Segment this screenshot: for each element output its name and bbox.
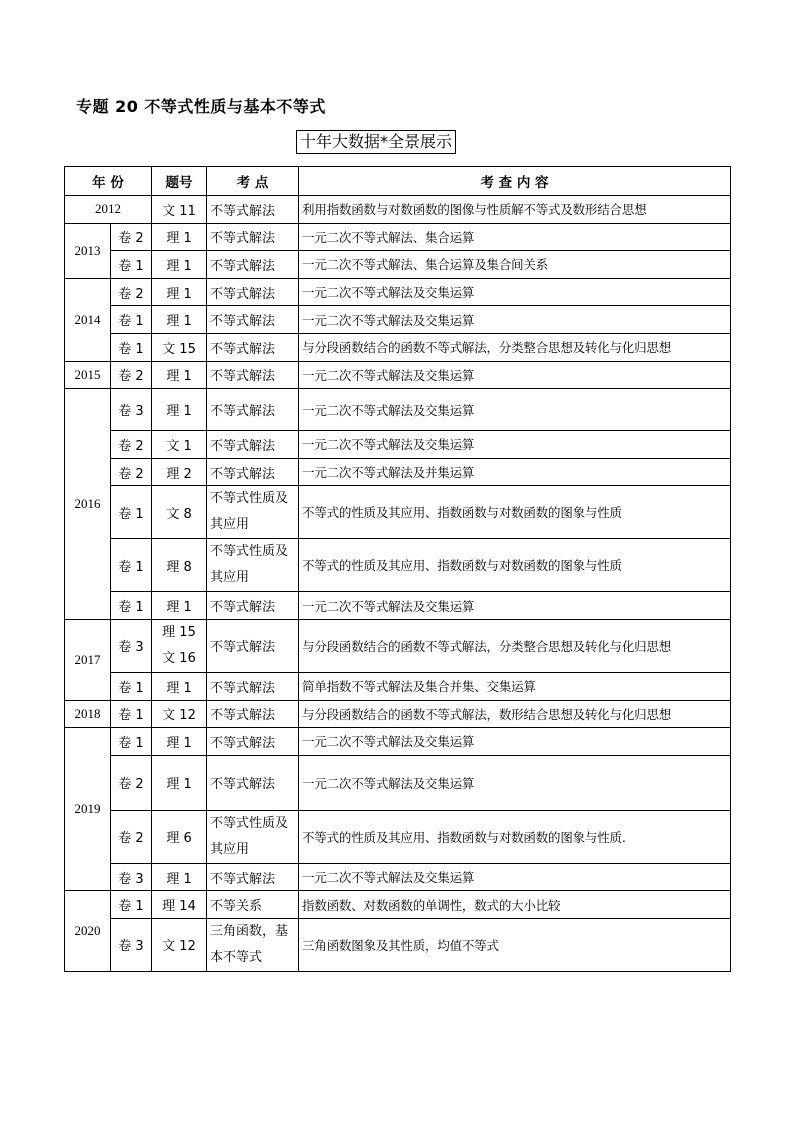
topic-cell: 不等式解法 bbox=[207, 700, 299, 728]
question-number-cell: 理 1 bbox=[152, 389, 207, 431]
header-question-number: 题号 bbox=[152, 167, 207, 196]
paper-cell: 卷 1 bbox=[111, 333, 152, 361]
table-row bbox=[65, 389, 731, 431]
paper-cell: 卷 1 bbox=[111, 306, 152, 334]
paper-cell: 卷 1 bbox=[111, 539, 152, 592]
content-cell: 一元二次不等式解法及交集运算 bbox=[299, 755, 731, 810]
header-content: 考 查 内 容 bbox=[299, 167, 731, 196]
paper-cell: 卷 2 bbox=[111, 458, 152, 486]
topic-cell: 不等式性质及其应用 bbox=[207, 486, 299, 539]
year-cell: 2020 bbox=[65, 891, 111, 972]
table-row bbox=[65, 755, 731, 810]
year-cell: 2016 bbox=[65, 389, 111, 620]
table-row bbox=[65, 619, 731, 672]
topic-cell: 不等式解法 bbox=[207, 196, 299, 224]
paper-cell: 卷 1 bbox=[111, 251, 152, 279]
question-number-cell: 文 12 bbox=[152, 700, 207, 728]
content-cell: 利用指数函数与对数函数的图像与性质解不等式及数形结合思想 bbox=[299, 196, 731, 224]
question-number-cell: 理 1 bbox=[152, 223, 207, 251]
question-number-cell: 文 8 bbox=[152, 486, 207, 539]
year-cell: 2015 bbox=[65, 361, 111, 389]
year-cell: 2019 bbox=[65, 728, 111, 891]
content-cell: 一元二次不等式解法及交集运算 bbox=[299, 728, 731, 756]
question-number-cell: 理 1 bbox=[152, 306, 207, 334]
paper-cell: 卷 1 bbox=[111, 672, 152, 700]
exam-records-table bbox=[64, 166, 731, 972]
paper-cell: 卷 2 bbox=[111, 755, 152, 810]
question-number-cell: 理 1 bbox=[152, 251, 207, 279]
table-row bbox=[65, 486, 731, 539]
document-title: 专题 20 不等式性质与基本不等式 bbox=[76, 97, 326, 116]
topic-cell: 不等式解法 bbox=[207, 728, 299, 756]
content-cell: 不等式的性质及其应用、指数函数与对数函数的图象与性质 bbox=[299, 539, 731, 592]
question-number-cell: 理 1 bbox=[152, 672, 207, 700]
content-cell: 一元二次不等式解法及交集运算 bbox=[299, 278, 731, 306]
question-number-cell: 理 1 bbox=[152, 361, 207, 389]
paper-cell: 卷 1 bbox=[111, 891, 152, 919]
table-row bbox=[65, 539, 731, 592]
topic-cell: 不等式解法 bbox=[207, 223, 299, 251]
table-row bbox=[65, 918, 731, 971]
paper-cell: 卷 1 bbox=[111, 592, 152, 620]
question-number-cell: 文 1 bbox=[152, 431, 207, 459]
topic-cell: 不等式解法 bbox=[207, 863, 299, 891]
table-header-row bbox=[65, 167, 731, 196]
question-number-cell: 理 14 bbox=[152, 891, 207, 919]
question-number-cell: 理 8 bbox=[152, 539, 207, 592]
content-cell: 一元二次不等式解法、集合运算及集合间关系 bbox=[299, 251, 731, 279]
paper-cell: 卷 2 bbox=[111, 361, 152, 389]
content-cell: 一元二次不等式解法及交集运算 bbox=[299, 592, 731, 620]
paper-cell: 卷 1 bbox=[111, 486, 152, 539]
content-cell: 与分段函数结合的函数不等式解法，数形结合思想及转化与化归思想 bbox=[299, 700, 731, 728]
year-cell: 2013 bbox=[65, 223, 111, 278]
table-row bbox=[65, 223, 731, 251]
paper-cell: 卷 3 bbox=[111, 619, 152, 672]
topic-cell: 不等式性质及其应用 bbox=[207, 539, 299, 592]
content-cell: 一元二次不等式解法及交集运算 bbox=[299, 389, 731, 431]
paper-cell: 卷 2 bbox=[111, 278, 152, 306]
content-cell: 三角函数图象及其性质，均值不等式 bbox=[299, 918, 731, 971]
table-row bbox=[65, 361, 731, 389]
year-cell: 2018 bbox=[65, 700, 111, 728]
section-subtitle: 十年大数据*全景展示 bbox=[296, 130, 456, 154]
question-number-cell: 理 1 bbox=[152, 755, 207, 810]
question-number-cell: 理 15 文 16 bbox=[152, 619, 207, 672]
content-cell: 与分段函数结合的函数不等式解法，分类整合思想及转化与化归思想 bbox=[299, 333, 731, 361]
question-number-cell: 文 11 bbox=[152, 196, 207, 224]
topic-cell: 不等式解法 bbox=[207, 619, 299, 672]
content-cell: 与分段函数结合的函数不等式解法，分类整合思想及转化与化归思想 bbox=[299, 619, 731, 672]
question-number-cell: 理 2 bbox=[152, 458, 207, 486]
table-row bbox=[65, 672, 731, 700]
paper-cell: 卷 3 bbox=[111, 863, 152, 891]
year-cell: 2012 bbox=[65, 196, 152, 224]
question-number-cell: 理 1 bbox=[152, 278, 207, 306]
topic-cell: 不等式解法 bbox=[207, 333, 299, 361]
content-cell: 不等式的性质及其应用、指数函数与对数函数的图象与性质. bbox=[299, 810, 731, 863]
paper-cell: 卷 2 bbox=[111, 223, 152, 251]
content-cell: 一元二次不等式解法及交集运算 bbox=[299, 863, 731, 891]
table-row bbox=[65, 891, 731, 919]
topic-cell: 三角函数，基本不等式 bbox=[207, 918, 299, 971]
table-body bbox=[65, 196, 731, 972]
topic-cell: 不等式解法 bbox=[207, 431, 299, 459]
table-row bbox=[65, 278, 731, 306]
paper-cell: 卷 2 bbox=[111, 431, 152, 459]
table-row bbox=[65, 592, 731, 620]
table-row bbox=[65, 333, 731, 361]
question-number-cell: 理 1 bbox=[152, 863, 207, 891]
topic-cell: 不等式解法 bbox=[207, 458, 299, 486]
paper-cell: 卷 3 bbox=[111, 918, 152, 971]
header-topic: 考 点 bbox=[207, 167, 299, 196]
topic-cell: 不等式解法 bbox=[207, 755, 299, 810]
content-cell: 一元二次不等式解法及并集运算 bbox=[299, 458, 731, 486]
question-number-cell: 文 15 bbox=[152, 333, 207, 361]
table-row bbox=[65, 196, 731, 224]
paper-cell: 卷 3 bbox=[111, 389, 152, 431]
topic-cell: 不等式解法 bbox=[207, 306, 299, 334]
question-number-cell: 理 1 bbox=[152, 592, 207, 620]
table-row bbox=[65, 700, 731, 728]
topic-cell: 不等式解法 bbox=[207, 672, 299, 700]
table-row bbox=[65, 728, 731, 756]
topic-cell: 不等式解法 bbox=[207, 361, 299, 389]
question-number-cell: 理 6 bbox=[152, 810, 207, 863]
content-cell: 指数函数、对数函数的单调性，数式的大小比较 bbox=[299, 891, 731, 919]
topic-cell: 不等式解法 bbox=[207, 251, 299, 279]
table-row bbox=[65, 863, 731, 891]
table-row bbox=[65, 458, 731, 486]
header-year: 年 份 bbox=[65, 167, 152, 196]
content-cell: 一元二次不等式解法及交集运算 bbox=[299, 431, 731, 459]
topic-cell: 不等式解法 bbox=[207, 592, 299, 620]
question-number-cell: 文 12 bbox=[152, 918, 207, 971]
topic-cell: 不等式解法 bbox=[207, 389, 299, 431]
content-cell: 一元二次不等式解法及交集运算 bbox=[299, 361, 731, 389]
paper-cell: 卷 2 bbox=[111, 810, 152, 863]
content-cell: 一元二次不等式解法及交集运算 bbox=[299, 306, 731, 334]
content-cell: 不等式的性质及其应用、指数函数与对数函数的图象与性质 bbox=[299, 486, 731, 539]
year-cell: 2017 bbox=[65, 619, 111, 700]
paper-cell: 卷 1 bbox=[111, 728, 152, 756]
content-cell: 一元二次不等式解法、集合运算 bbox=[299, 223, 731, 251]
topic-cell: 不等关系 bbox=[207, 891, 299, 919]
table-row bbox=[65, 810, 731, 863]
table-row bbox=[65, 431, 731, 459]
topic-cell: 不等式性质及其应用 bbox=[207, 810, 299, 863]
content-cell: 简单指数不等式解法及集合并集、交集运算 bbox=[299, 672, 731, 700]
table-row bbox=[65, 306, 731, 334]
year-cell: 2014 bbox=[65, 278, 111, 361]
table-row bbox=[65, 251, 731, 279]
question-number-cell: 理 1 bbox=[152, 728, 207, 756]
topic-cell: 不等式解法 bbox=[207, 278, 299, 306]
paper-cell: 卷 1 bbox=[111, 700, 152, 728]
